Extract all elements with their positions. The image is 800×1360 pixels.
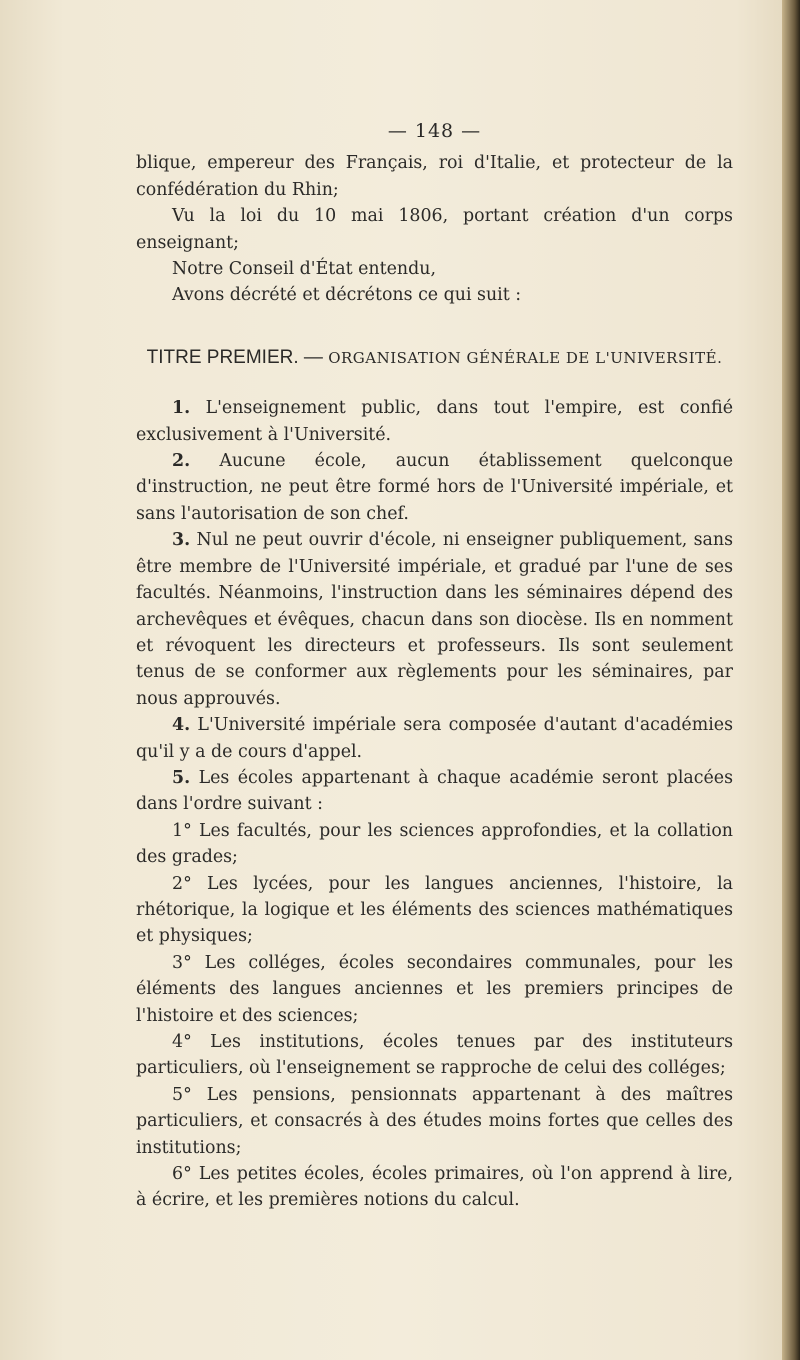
article-text: Nul ne peut ouvrir d'école, ni enseigner publiquement, sans être membre de l'Université impériale, et gradué par l'une de ses facultés. Néanmoins, l'instruction dans les séminaires dépend des archevêques et évêques, chacun dans son diocèse. Ils en nomment et révoquent les directeurs et professeurs. Ils sont seulement tenus de se conformer aux règlements pour les séminaires, par nous approuvés. [136, 530, 733, 709]
preamble-line-3: Notre Conseil d'État entendu, [172, 259, 436, 280]
list-item-2: 2° Les lycées, pour les langues anciennes, l'histoire, la rhétorique, la logique et les éléments des sciences mathématiques et physiques; [136, 873, 733, 947]
article-4 [136, 712, 733, 765]
article-5 [136, 765, 733, 818]
article-number: 4. [172, 715, 191, 736]
list-item-6: 6° Les petites écoles, écoles primaires, où l'on apprend à lire, à écrire, et les premières notions du calcul. [136, 1164, 733, 1211]
article-number: 1. [172, 398, 191, 419]
page-text-block [136, 118, 733, 1214]
book-spine-edge [782, 0, 800, 1360]
title-label: TITRE PREMIER. [146, 346, 299, 368]
preamble-line-2: Vu la loi du 10 mai 1806, portant création d'un corps enseignant; [136, 206, 733, 253]
preamble-line-1: blique, empereur des Français, roi d'Italie, et protecteur de la confédération du Rhin; [136, 153, 733, 200]
title-dash: — [298, 346, 329, 368]
article-number: 5. [172, 767, 191, 788]
page-number: — 148 — [387, 120, 482, 142]
article-1 [136, 395, 733, 448]
article-number: 2. [172, 451, 191, 472]
section-title [136, 345, 733, 371]
article-number: 3. [172, 530, 191, 551]
list-item-4: 4° Les institutions, écoles tenues par des instituteurs particuliers, où l'enseignement se rapproche de celui des colléges; [136, 1032, 733, 1079]
list-item-5: 5° Les pensions, pensionnats appartenant à des maîtres particuliers, et consacrés à des études moins fortes que celles des institutions; [136, 1084, 733, 1158]
title-heading: ORGANISATION GÉNÉRALE DE L'UNIVERSITÉ. [328, 348, 723, 367]
article-text: Les écoles appartenant à chaque académie seront placées dans l'ordre suivant : [136, 767, 733, 815]
article-2 [136, 448, 733, 527]
list-item-1: 1° Les facultés, pour les sciences approfondies, et la collation des grades; [136, 820, 733, 868]
article-text: Aucune école, aucun établissement quelconque d'instruction, ne peut être formé hors de l'Université impériale, et sans l'autorisation de son chef. [136, 451, 733, 524]
article-text: L'Université impériale sera composée d'autant d'académies qu'il y a de cours d'appel. [136, 715, 733, 762]
list-item-3: 3° Les colléges, écoles secondaires communales, pour les éléments des langues anciennes et les premiers principes de l'histoire et des sciences; [136, 952, 733, 1026]
article-text: L'enseignement public, dans tout l'empire, est confié exclusivement à l'Université. [136, 398, 733, 445]
preamble-line-4: Avons décrété et décrétons ce qui suit : [172, 285, 522, 306]
article-3 [136, 527, 733, 712]
